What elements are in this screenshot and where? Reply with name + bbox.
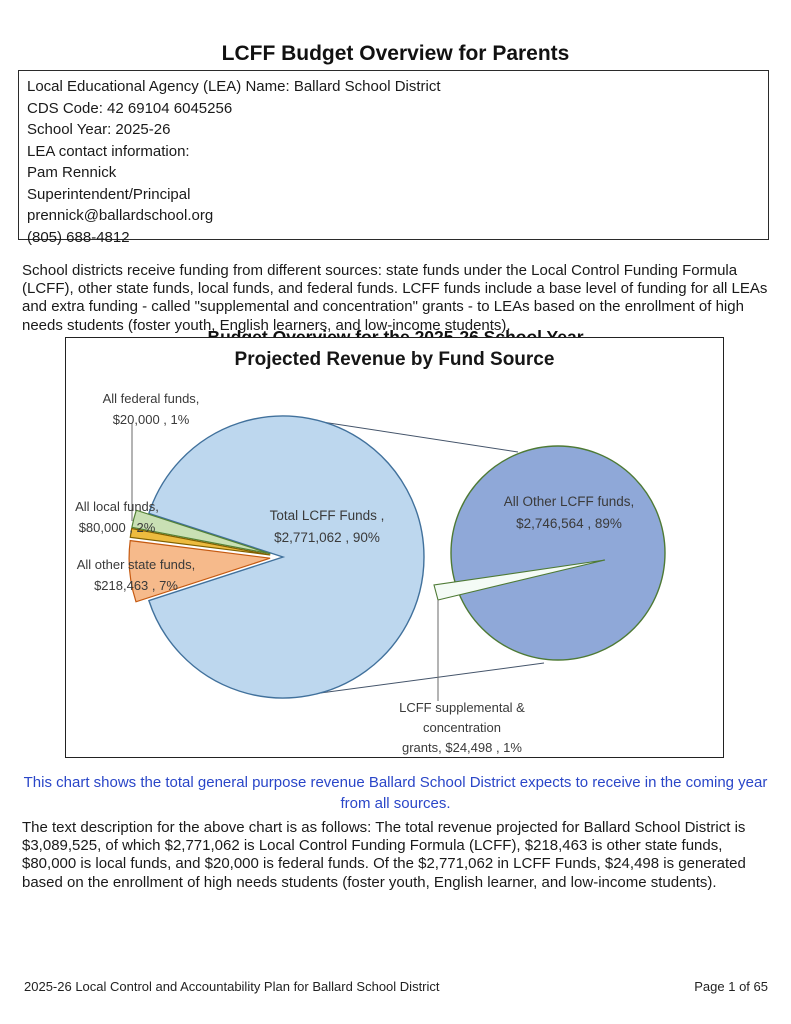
intro-paragraph: School districts receive funding from different sources: state funds under the Local Control Funding Formula (LCFF), other state funds, local funds, and federal funds. LCFF funds include a base level of funding for all LEAs and extra funding - called "supplemental and concentration" grants - to LEAs based on the enrollment of high needs students (foster youth, English learners, and low-income students). — [22, 262, 768, 334]
school-year-line: School Year: 2025-26 — [27, 121, 171, 138]
label-supplemental-line2: concentration — [422, 720, 502, 735]
label-federal-line2: $20,000 , 1% — [112, 412, 190, 427]
label-state-line2: $218,463 , 7% — [94, 578, 178, 593]
label-supplemental-grants — [352, 698, 572, 758]
label-all-other-lcff-funds — [459, 491, 679, 535]
label-state-line1: All other state funds, — [76, 557, 196, 572]
footer-document-title: 2025-26 Local Control and Accountability Plan for Ballard School District — [24, 979, 440, 994]
label-local-line2: $80,000 , 2% — [78, 520, 156, 535]
label-local-line1: All local funds, — [75, 499, 159, 514]
contact-name-line: Pam Rennick — [27, 164, 117, 181]
chart-caption: This chart shows the total general purpose revenue Ballard School District expects to receive in the coming year from all sources. — [23, 774, 768, 812]
contact-phone-line: (805) 688-4812 — [27, 228, 130, 246]
label-total-lcff-funds — [227, 505, 427, 549]
lea-name-line: Local Educational Agency (LEA) Name: Ballard School District — [27, 78, 441, 95]
label-lcff-line2: $2,771,062 , 90% — [274, 530, 380, 545]
label-other-state-funds — [66, 554, 206, 596]
label-other-lcff-line1: All Other LCFF funds, — [503, 494, 635, 509]
contact-email-line: prennick@ballardschool.org — [27, 207, 214, 224]
secondary-pie-all-other-lcff — [451, 446, 665, 660]
label-supplemental-line3: grants, $24,498 , 1% — [402, 740, 522, 755]
label-supplemental-line1: LCFF supplemental & — [399, 700, 525, 715]
contact-info-line: LEA contact information: — [27, 142, 190, 160]
chart-panel — [65, 337, 724, 758]
cds-code-line: CDS Code: 42 69104 6045256 — [27, 99, 233, 117]
contact-role-line: Superintendent/Principal — [27, 185, 191, 203]
description-paragraph: The text description for the above chart is as follows: The total revenue projected for Ballard School District is $3,089,525, of which $2,771,062 is Local Control Funding Formula (LCFF), $218,463 is other state funds, $80,000 is local funds, and $20,000 is federal funds. Of the $2,771,062 in LCFF Funds, $24,498 is generated based on the enrollment of high needs students (foster youth, English learner, and low-income students). — [22, 819, 746, 891]
page-title: LCFF Budget Overview for Parents — [221, 42, 570, 66]
label-federal-funds — [71, 388, 231, 430]
footer-page-number: Page 1 of 65 — [694, 979, 768, 994]
label-federal-line1: All federal funds, — [102, 391, 200, 406]
label-other-lcff-line2: $2,746,564 , 89% — [516, 516, 622, 531]
lea-info-box — [18, 70, 769, 246]
label-local-funds — [67, 496, 167, 538]
label-lcff-line1: Total LCFF Funds , — [269, 508, 385, 523]
chart-title: Projected Revenue by Fund Source — [234, 349, 555, 370]
